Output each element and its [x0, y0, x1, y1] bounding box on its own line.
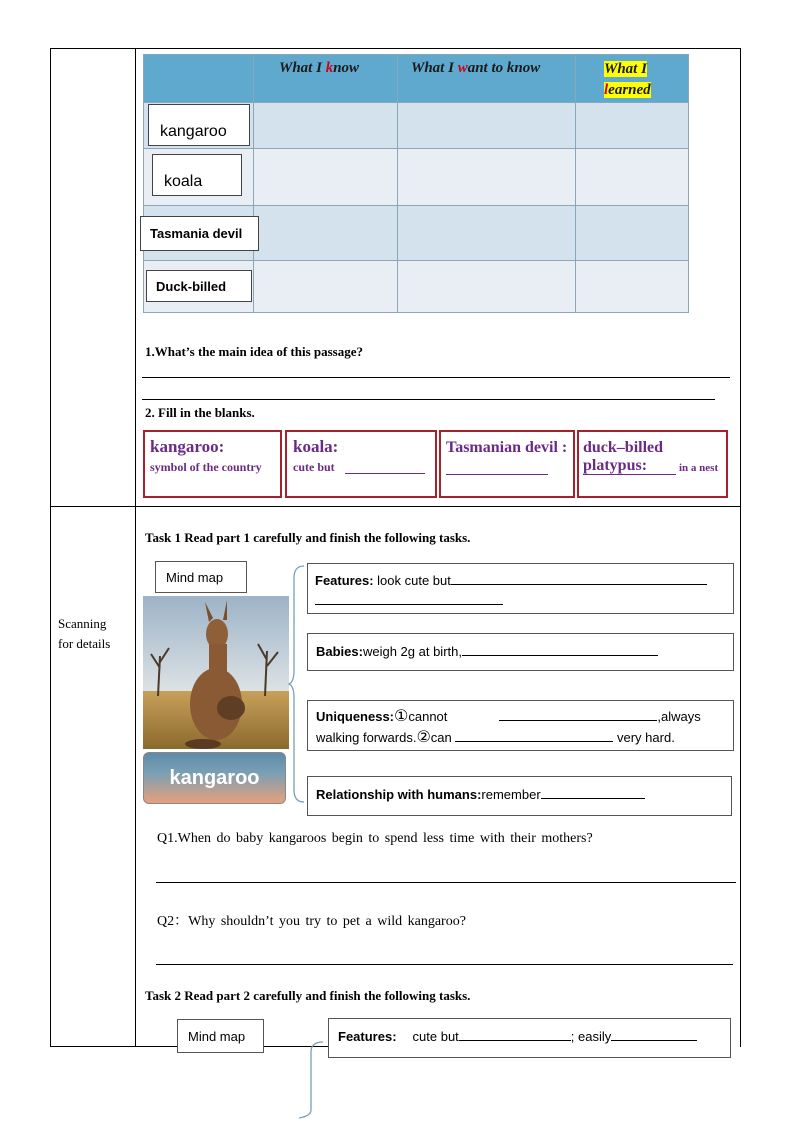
animal-label-koala: koala [152, 154, 242, 196]
babies-box: Babies:weigh 2g at birth, [307, 633, 734, 671]
outer-left-border [50, 48, 51, 1047]
mind-map-label: Mind map [155, 561, 247, 593]
fill-box-tasmanian-devil: Tasmanian devil : [439, 430, 575, 498]
features2-blank-1[interactable] [459, 1028, 571, 1041]
tasmanian-devil-blank[interactable] [446, 474, 548, 475]
animal-label-tasmania-devil: Tasmania devil [140, 216, 259, 251]
header-what-i-want-to-know: What I want to know [411, 60, 541, 76]
q2-answer-line[interactable] [156, 964, 733, 965]
mind-map-label-2: Mind map [177, 1019, 264, 1053]
fill-box-kangaroo: kangaroo: symbol of the country [143, 430, 282, 498]
fill-box-koala: koala: cute but [285, 430, 437, 498]
mind-map-brace [288, 564, 308, 804]
question-fill-blanks: 2. Fill in the blanks. [145, 405, 255, 420]
section-label: Scanning for details [58, 616, 111, 651]
uniqueness-blank-2[interactable] [455, 729, 613, 742]
features2-blank-2[interactable] [611, 1028, 697, 1041]
q1-answer-line[interactable] [156, 882, 736, 883]
row-divider [50, 506, 741, 507]
uniqueness-box: Uniqueness:①cannot ,always walking forwards.②can very hard. [307, 700, 734, 751]
outer-right-border [740, 48, 741, 1047]
question-main-idea: 1.What’s the main idea of this passage? [145, 344, 364, 359]
task2-heading: Task 2 Read part 2 carefully and finish the following tasks. [145, 988, 471, 1003]
animal-label-kangaroo: kangaroo [148, 104, 250, 146]
question-q2: Q2：Why shouldn’t you try to pet a wild kangaroo? [157, 914, 466, 929]
features-blank-1[interactable] [451, 572, 707, 585]
animal-label-duck-billed: Duck-billed [146, 270, 252, 302]
features-blank-2[interactable] [315, 592, 503, 605]
uniqueness-blank-1[interactable] [499, 708, 657, 721]
outer-top-border [50, 48, 741, 49]
platypus-blank[interactable] [583, 474, 676, 475]
kangaroo-caption: kangaroo [143, 752, 286, 804]
relationship-box: Relationship with humans:remember [307, 776, 732, 816]
relationship-blank[interactable] [541, 786, 645, 799]
column-divider [135, 48, 136, 1047]
header-what-i-know: What I know [279, 60, 360, 76]
question-q1: Q1.When do baby kangaroos begin to spend less time with their mothers? [157, 831, 593, 846]
koala-blank[interactable] [345, 473, 425, 474]
mind-map-brace-2 [295, 1040, 325, 1120]
features-box: Features: look cute but [307, 563, 734, 614]
answer-line-1[interactable] [142, 377, 730, 378]
kangaroo-image [143, 596, 289, 749]
babies-blank[interactable] [462, 643, 658, 656]
answer-line-2[interactable] [142, 399, 715, 400]
fill-box-duck-billed-platypus: duck–billed platypus: in a nest [577, 430, 728, 498]
features-box-2: Features: cute but ; easily [328, 1018, 731, 1058]
header-what-i-learned: What I learned [604, 61, 651, 98]
task1-heading: Task 1 Read part 1 carefully and finish the following tasks. [145, 530, 471, 545]
